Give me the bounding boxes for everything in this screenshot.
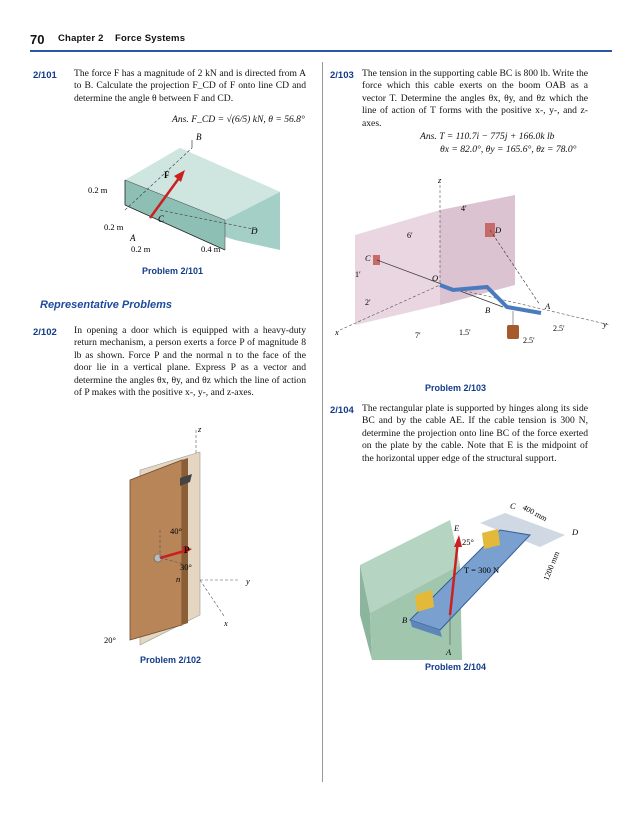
label-d: D: [251, 226, 258, 236]
label-b: B: [196, 132, 202, 142]
chapter-label: Chapter 2: [58, 33, 104, 44]
figure-caption: Problem 2/104: [425, 662, 487, 672]
section-heading: Representative Problems: [40, 299, 173, 311]
page-header: [30, 32, 610, 50]
figure-2-101: [80, 130, 280, 270]
figure-2-102: [100, 420, 270, 650]
figure-caption: Problem 2/103: [425, 383, 487, 393]
angle-label: 40°: [170, 526, 182, 536]
problem-answer: Ans. T = 110.7i − 775j + 166.0k lb: [420, 131, 555, 142]
label-t: T = 300 N: [464, 565, 500, 575]
axis-y-label: y: [246, 576, 250, 586]
dim-label: 0.2 m: [131, 244, 151, 254]
door-panel: [130, 460, 182, 640]
label-c: C: [510, 501, 516, 511]
problem-text: In opening a door which is equipped with a heavy-duty return mechanism, a person exerts a force P of magnitude 8 lb as shown. Force P and the normal n to the face of the door lie in a vertical plane. Express P as a vector and determine the angles θx, θy, and θz which the line of action of P makes with the positive x-, y-, and z-axes.: [74, 325, 306, 399]
dim-label: 0.2 m: [104, 222, 124, 232]
dim-label: 1.5′: [459, 328, 471, 337]
dim-label: 0.2 m: [88, 185, 108, 195]
chapter-title: Force Systems: [114, 33, 186, 44]
figure-caption: Problem 2/102: [140, 655, 202, 665]
dim-label: 7′: [415, 331, 421, 340]
figure-2-103: [335, 175, 615, 375]
label-a: A: [545, 301, 551, 311]
figure-2-104: [350, 495, 590, 660]
angle-label: 20°: [104, 635, 116, 645]
dim-label: 2.5′: [553, 324, 565, 333]
running-head: [58, 33, 185, 44]
axis-y-label: y: [603, 319, 607, 329]
label-p: P: [184, 545, 190, 555]
label-b: B: [402, 615, 408, 625]
figure-caption: Problem 2/101: [142, 266, 204, 276]
label-n: n: [176, 574, 181, 584]
label-f: F: [164, 170, 170, 180]
page-number: 70: [30, 32, 45, 47]
label-o: O: [432, 273, 439, 283]
label-a: A: [446, 647, 452, 657]
label-d: D: [572, 527, 579, 537]
label-c: C: [365, 253, 371, 263]
label-d: D: [495, 225, 502, 235]
label-c: C: [158, 214, 165, 224]
header-rule: [30, 50, 612, 52]
anchor-c: [373, 255, 380, 265]
dim-label: 0.4 m: [201, 244, 221, 254]
dim-label: 4′: [461, 204, 467, 213]
problem-number: 2/102: [33, 327, 57, 338]
problem-text: The rectangular plate is supported by hinges along its side BC and by the cable AE. If the cable tension is 300 N, determine the projection onto line BC of the force exerted on the plate by the cable. Note that E is the midpoint of the horizontal upper edge of the structural support.: [362, 403, 588, 464]
axis-x-label: x: [335, 327, 339, 337]
axis-x-label: x: [224, 618, 228, 628]
axis-z-label: z: [438, 175, 442, 185]
angle-label: 25°: [462, 537, 474, 547]
dim-label: 1200 mm: [541, 550, 562, 582]
label-a: A: [130, 233, 136, 243]
label-e: E: [454, 523, 460, 533]
problem-answer: θx = 82.0°, θy = 165.6°, θz = 78.0°: [440, 144, 577, 155]
problem-text: The force F has a magnitude of 2 kN and is directed from A to B. Calculate the projection F_CD of F onto line CD and determine the angle θ between F and CD.: [74, 68, 306, 104]
axis-z-label: z: [198, 424, 202, 434]
problem-text: The tension in the supporting cable BC is 800 lb. Write the force which this cable exerts on the boom OAB as a vector T. Determine the angles θx, θy, and θz which the line of action of T forms with the positive x-, y-, and z-axes.: [362, 68, 588, 129]
dim-label: 1′: [355, 270, 361, 279]
problem-answer: Ans. F_CD = √(6/5) kN, θ = 56.8°: [172, 114, 305, 125]
problem-number: 2/103: [330, 70, 354, 81]
dim-label: 400 mm: [521, 502, 549, 524]
dim-label: 6′: [407, 231, 413, 240]
dim-label: 2.5′: [523, 336, 535, 345]
problem-number: 2/101: [33, 70, 57, 81]
column-divider: [322, 62, 323, 782]
weight: [507, 325, 519, 339]
problem-number: 2/104: [330, 405, 354, 416]
dim-label: 2′: [365, 298, 371, 307]
angle-label: 30°: [180, 562, 192, 572]
label-b: B: [485, 305, 491, 315]
